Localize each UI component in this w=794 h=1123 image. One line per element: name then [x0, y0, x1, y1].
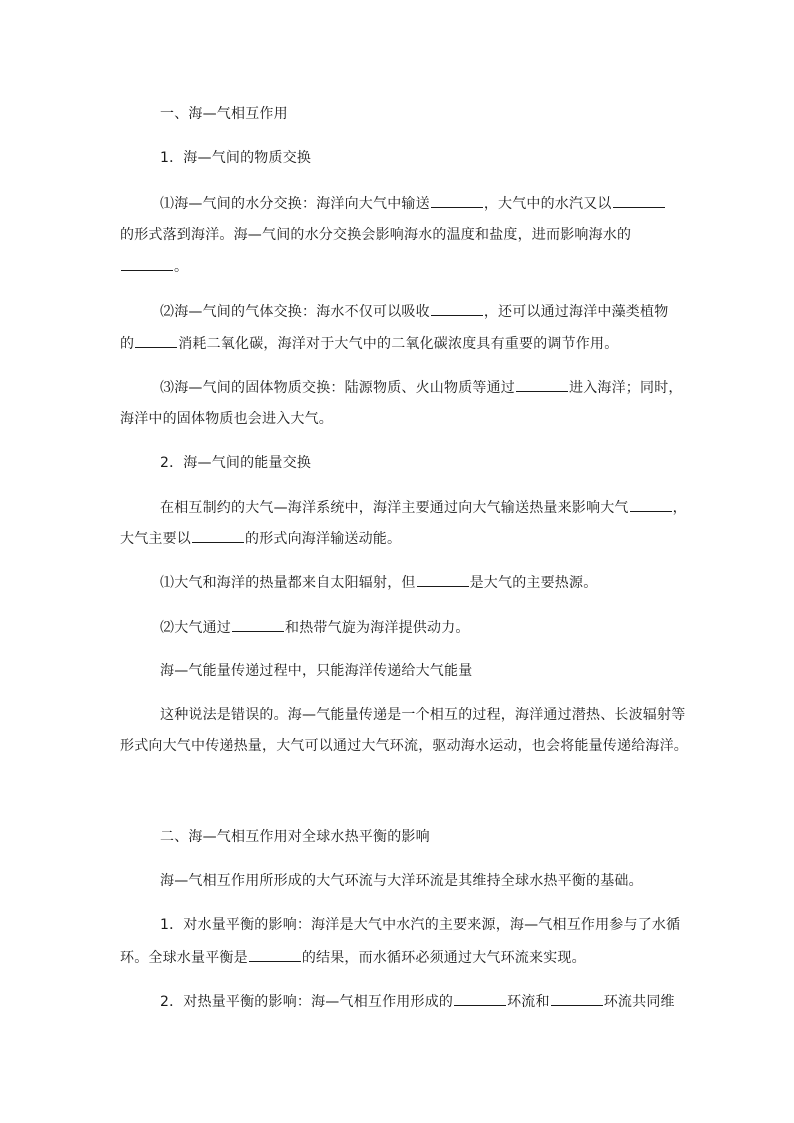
energy-para-line2: 大气主要以 的形式向海洋输送动能。 — [120, 528, 401, 549]
water-exchange-line3: 。 — [120, 256, 188, 277]
explanation-line1: 这种说法是错误的。海—气能量传递是一个相互的过程，海洋通过潜热、长波辐射等 — [160, 707, 686, 723]
answer-blank[interactable] — [516, 377, 568, 392]
section1-heading: 一、海—气相互作用 — [160, 106, 288, 122]
answer-blank[interactable] — [121, 256, 173, 271]
energy-para-line1: 在相互制约的大气—海洋系统中，海洋主要通过向大气输送热量来影响大气 ， — [160, 497, 687, 518]
answer-blank[interactable] — [630, 497, 672, 512]
energy-item2: ⑵大气通过 和热带气旋为海洋提供动力。 — [160, 617, 470, 638]
section2-intro: 海—气相互作用所形成的大气环流与大洋环流是其维持全球水热平衡的基础。 — [160, 873, 643, 889]
subsection-material-exchange-title: 1．海—气间的物质交换 — [160, 150, 312, 166]
gas-exchange-line1: ⑵海—气间的气体交换：海水不仅可以吸收 ，还可以通过海洋中藻类植物 — [160, 301, 668, 322]
answer-blank[interactable] — [613, 193, 665, 208]
answer-blank[interactable] — [417, 572, 469, 587]
answer-blank[interactable] — [249, 947, 301, 962]
water-balance-line2: 环。全球水量平衡是 的结果，而水循环必须通过大气环流来实现。 — [120, 947, 586, 968]
subsection-energy-exchange-title: 2．海—气间的能量交换 — [160, 455, 312, 471]
claim-statement: 海—气能量传递过程中，只能海洋传递给大气能量 — [160, 663, 473, 679]
answer-blank[interactable] — [431, 301, 483, 316]
solid-exchange-line2: 海洋中的固体物质也会进入大气。 — [120, 411, 333, 427]
answer-blank[interactable] — [454, 991, 506, 1006]
gas-exchange-line2: 的 消耗二氧化碳，海洋对于大气中的二氧化碳浓度具有重要的调节作用。 — [120, 333, 618, 354]
energy-item1: ⑴大气和海洋的热量都来自太阳辐射，但 是大气的主要热源。 — [160, 572, 597, 593]
water-exchange-line1: ⑴海—气间的水分交换：海洋向大气中输送 ，大气中的水汽又以 — [160, 193, 666, 214]
water-exchange-line2: 的形式落到海洋。海—气间的水分交换会影响海水的温度和盐度，进而影响海水的 — [120, 227, 632, 243]
answer-blank[interactable] — [135, 333, 177, 348]
water-balance-line1: 1．对水量平衡的影响：海洋是大气中水汽的主要来源，海—气相互作用参与了水循 — [160, 917, 681, 933]
answer-blank[interactable] — [551, 991, 603, 1006]
answer-blank[interactable] — [232, 617, 284, 632]
answer-blank[interactable] — [431, 193, 483, 208]
solid-exchange-line1: ⑶海—气间的固体物质交换：陆源物质、火山物质等通过 进入海洋；同时， — [160, 377, 683, 398]
heat-balance-line1: 2．对热量平衡的影响：海—气相互作用形成的 环流和 环流共同维 — [160, 991, 675, 1012]
explanation-line2: 形式向大气中传递热量，大气可以通过大气环流，驱动海水运动，也会将能量传递给海洋。 — [120, 738, 688, 754]
answer-blank[interactable] — [192, 528, 244, 543]
section2-heading: 二、海—气相互作用对全球水热平衡的影响 — [160, 829, 430, 845]
